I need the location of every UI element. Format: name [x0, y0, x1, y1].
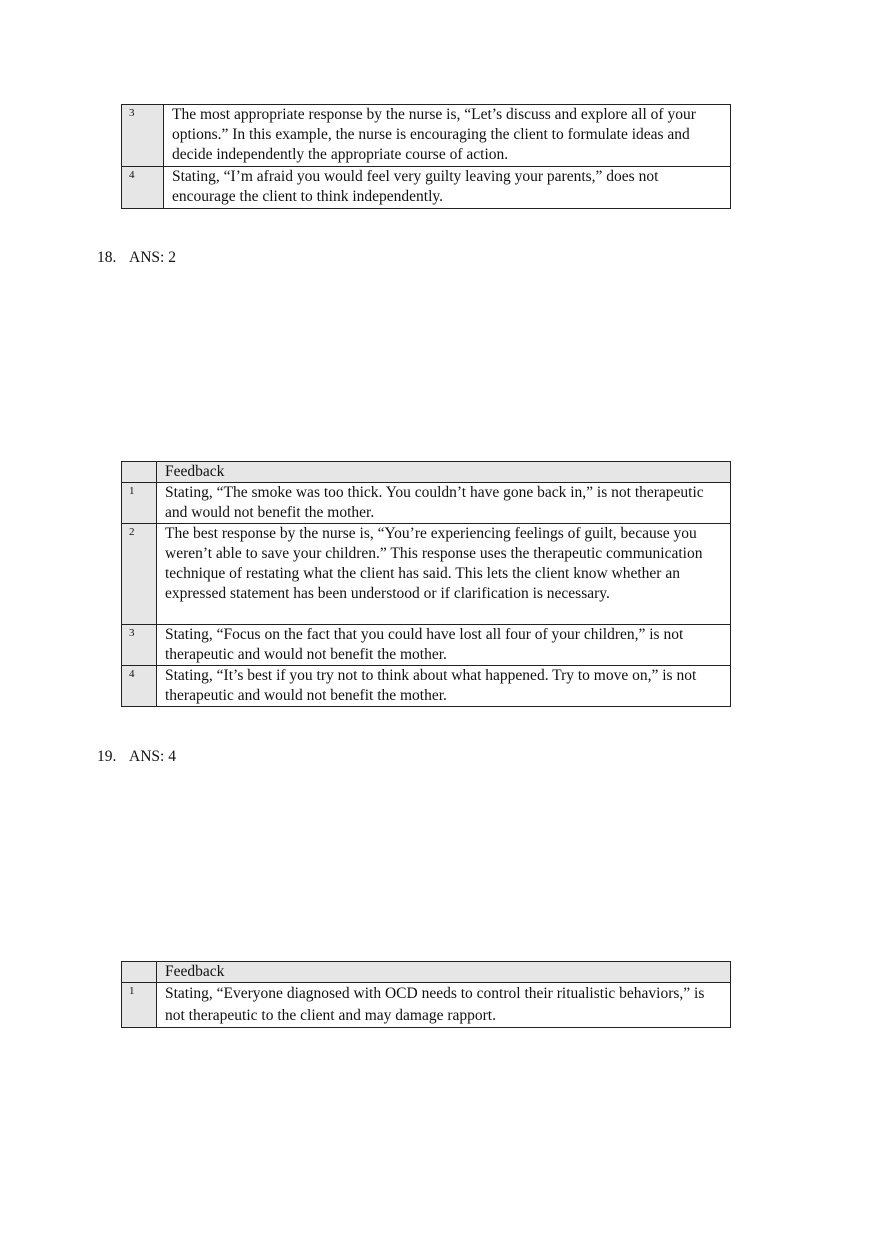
table-row: [122, 983, 731, 1028]
option-number: 2: [122, 524, 157, 625]
feedback-text: Stating, “It’s best if you try not to think about what happened. Try to move on,” is not therapeutic and would not benefit the mother.: [157, 666, 731, 707]
feedback-text: The best response by the nurse is, “You’re experiencing feelings of guilt, because you weren’t able to save your children.” This response uses the therapeutic communication technique of restating what the client has said. This lets the client know whether an expressed statement has been understood or if clarification is necessary.: [157, 524, 731, 625]
header-spacer: [122, 462, 157, 483]
option-number: 1: [122, 483, 157, 524]
table-row: [122, 625, 731, 666]
feedback-text: The most appropriate response by the nurse is, “Let’s discuss and explore all of your options.” In this example, the nurse is encouraging the client to formulate ideas and decide independently the appropriate course of action.: [164, 105, 731, 167]
header-spacer: [122, 962, 157, 983]
table-header-row: [122, 462, 731, 483]
option-number: 4: [122, 666, 157, 707]
table-row: [122, 167, 731, 209]
table-row: [122, 105, 731, 167]
option-number: 4: [122, 167, 164, 209]
table-header-row: [122, 962, 731, 983]
feedback-text: Stating, “Everyone diagnosed with OCD needs to control their ritualistic behaviors,” is not therapeutic to the client and may damage rapport.: [157, 983, 731, 1028]
question-number: 18.: [97, 249, 117, 266]
feedback-table-continued: [121, 104, 731, 209]
feedback-table-18: [121, 461, 731, 707]
answer-line-19: [97, 747, 176, 767]
option-number: 3: [122, 625, 157, 666]
feedback-text: Stating, “I’m afraid you would feel very guilty leaving your parents,” does not encourage the client to think independently.: [164, 167, 731, 209]
feedback-header: Feedback: [157, 962, 731, 983]
feedback-text: Stating, “Focus on the fact that you could have lost all four of your children,” is not therapeutic and would not benefit the mother.: [157, 625, 731, 666]
table-row: [122, 483, 731, 524]
answer-text: ANS: 2: [129, 249, 176, 266]
table-row: [122, 666, 731, 707]
feedback-header: Feedback: [157, 462, 731, 483]
table-row: [122, 524, 731, 625]
feedback-text: Stating, “The smoke was too thick. You couldn’t have gone back in,” is not therapeutic and would not benefit the mother.: [157, 483, 731, 524]
feedback-table-19: [121, 961, 731, 1028]
question-number: 19.: [97, 748, 117, 765]
option-number: 3: [122, 105, 164, 167]
answer-line-18: [97, 248, 176, 268]
answer-text: ANS: 4: [129, 748, 176, 765]
option-number: 1: [122, 983, 157, 1028]
